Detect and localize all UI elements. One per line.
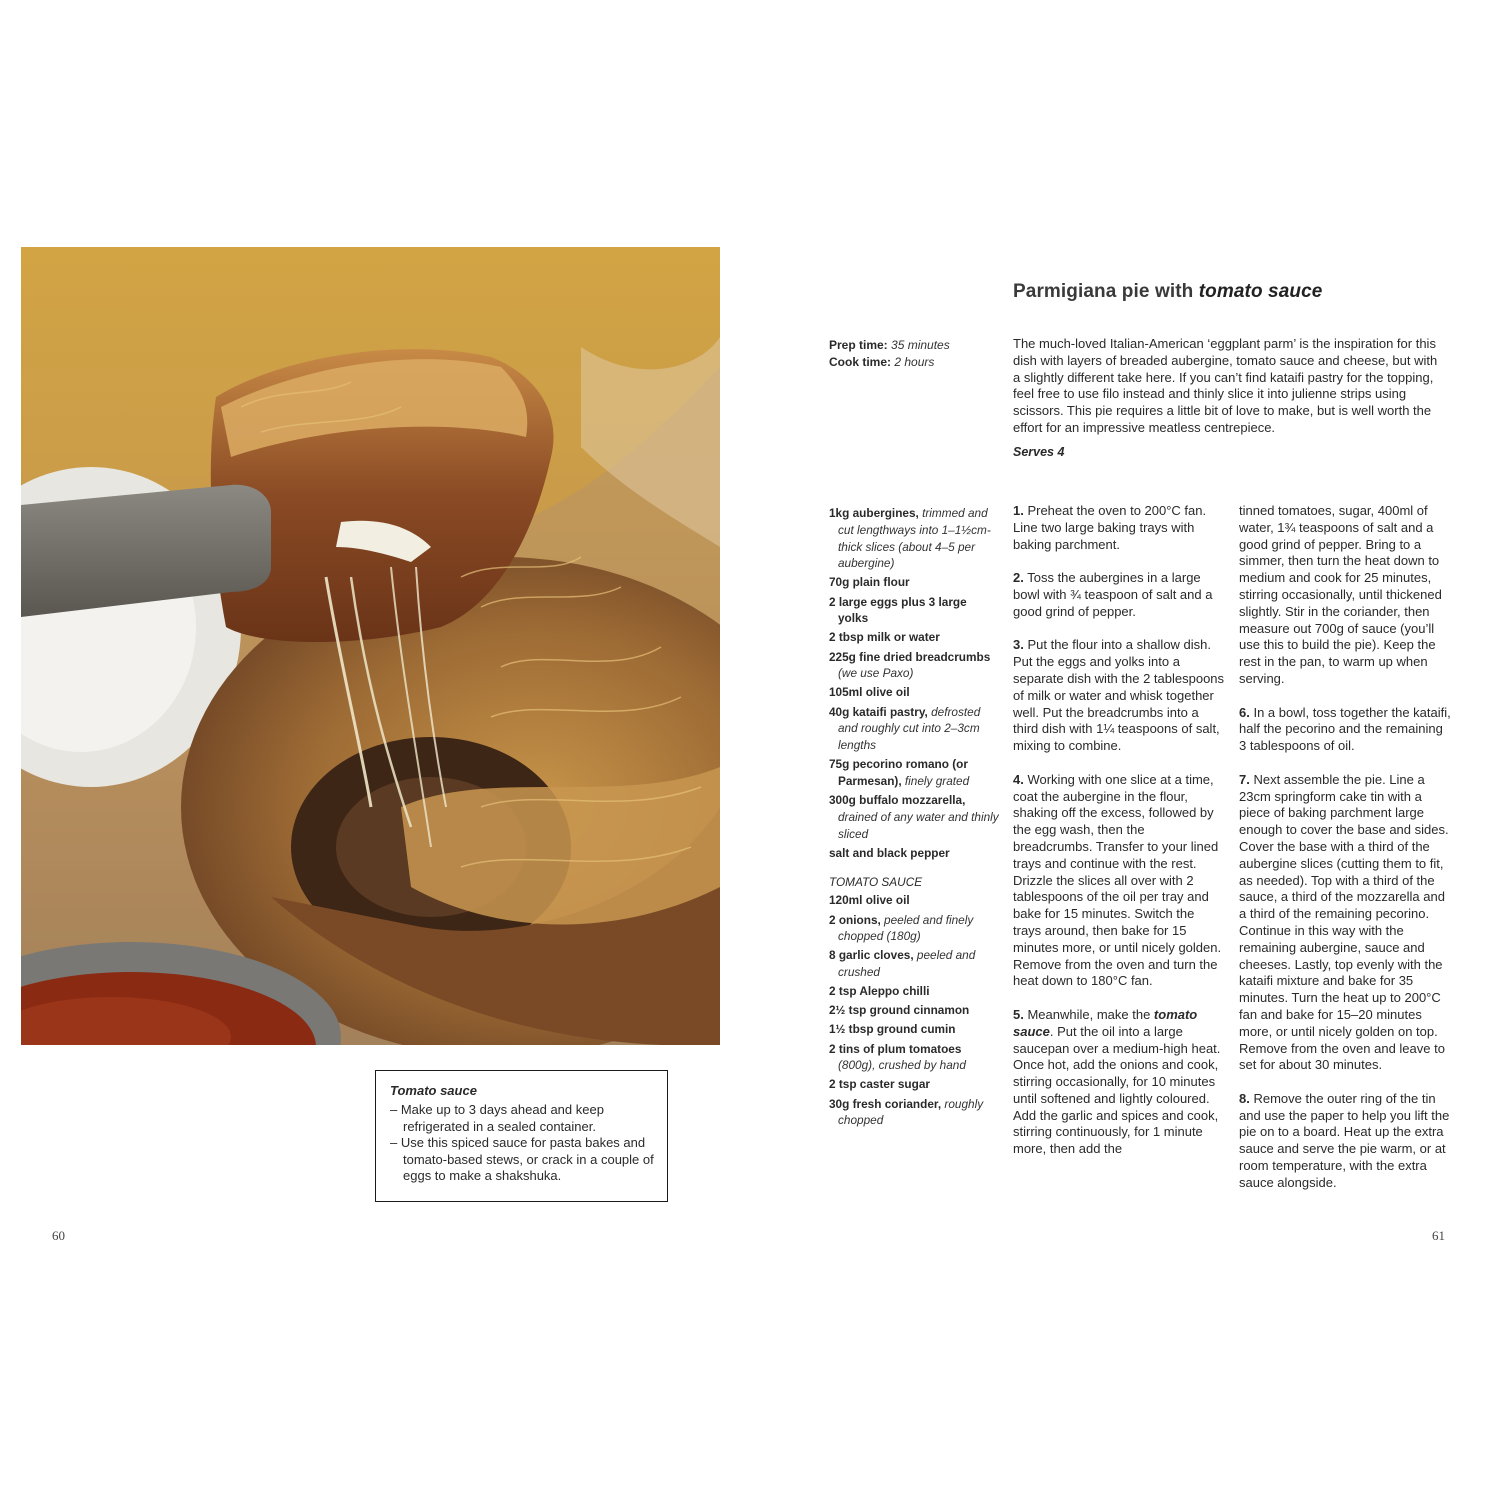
cook-time-label: Cook time: xyxy=(829,355,892,369)
ingredient-item xyxy=(829,505,999,572)
ingredient-item xyxy=(829,792,999,842)
ingredient-name: 1kg aubergines, xyxy=(829,506,919,520)
recipe-title-emphasis: tomato sauce xyxy=(1198,281,1323,302)
step-number: 8. xyxy=(1239,1090,1250,1106)
step-text: Working with one slice at a time, coat the aubergine in the flour, shaking off the excess, followed by the egg wash, then the breadcrumbs. Transfer to your lined trays and continue with the rest. Drizzle the slices all over with 2 tablespoons of the oil per tray and bake for 15 minutes. Switch the trays around, then bake for 15 minutes more, or until nicely golden. Remove from the oven and turn the heat down to 180°C fan. xyxy=(1013,771,1222,989)
step-number: 5. xyxy=(1013,1006,1024,1022)
ingredient-name: 2 tbsp milk or water xyxy=(829,630,940,645)
ingredient-name: 1½ tbsp ground cumin xyxy=(829,1022,956,1037)
ingredient-note: roughly chopped xyxy=(838,1096,984,1128)
method-step xyxy=(1239,772,1451,1074)
ingredient-item xyxy=(829,1096,999,1130)
ingredient-name: 225g fine dried breadcrumbs xyxy=(829,649,991,664)
tip-item: – Make up to 3 days ahead and keep refrigerated in a sealed container. xyxy=(390,1102,667,1135)
step-text: Meanwhile, make the xyxy=(1023,1006,1154,1022)
step-text: Next assemble the pie. Line a 23cm springform cake tin with a piece of baking parchment large enough to cover the base and sides. Cover the base with a third of the aubergine slices (cutting them to fit, as needed). Top with a third of the sauce, a third of the mozzarella and a third of the remaining pecorino. Continue in this way with the remaining aubergine, sauce and cheeses. Lastly, top evenly with the kataifi mixture and bake for 35 minutes. Turn the heat up to 200°C fan and bake for 15–20 minutes more, or until nicely golden on top. Remove from the oven and leave to set for about 30 minutes. xyxy=(1239,771,1449,1073)
tip-box-title: Tomato sauce xyxy=(390,1083,477,1098)
tip-box xyxy=(375,1070,668,1202)
method-column-2 xyxy=(1239,503,1451,1208)
ingredient-item xyxy=(829,684,999,701)
ingredient-item xyxy=(829,947,999,981)
parmigiana-pie-photo xyxy=(21,247,720,1045)
cook-time-value: 2 hours xyxy=(894,355,935,369)
page-number-right: 61 xyxy=(1432,1228,1445,1243)
ingredient-item xyxy=(829,574,999,591)
ingredient-name: 300g buffalo mozzarella, xyxy=(829,793,966,808)
ingredient-name: 105ml olive oil xyxy=(829,685,910,700)
method-step xyxy=(1013,570,1225,620)
ingredient-note: defrosted and roughly cut into 2–3cm lengths xyxy=(838,704,981,753)
ingredient-name: 120ml olive oil xyxy=(829,893,910,908)
recipe-serves: Serves 4 xyxy=(1013,445,1065,459)
recipe-times xyxy=(829,337,950,371)
step-number: 4. xyxy=(1013,771,1024,787)
step-number: 3. xyxy=(1013,637,1024,653)
step-text: tinned tomatoes, sugar, 400ml of water, 1¾ teaspoons of salt and a good grind of pepper. Bring to a simmer, then turn the heat down to medium and cook for 25 minutes, stirring occasionally, until thickened slightly. Stir in the coriander, then measure out 700g of sauce (you’ll use this to build the pie). Keep the rest in the pan, to warm up when serving. xyxy=(1239,503,1442,686)
ingredient-name: 30g fresh coriander, xyxy=(829,1096,942,1111)
ingredient-name: salt and black pepper xyxy=(829,845,950,860)
method-step xyxy=(1013,772,1225,990)
ingredient-item xyxy=(829,983,999,1000)
ingredient-item xyxy=(829,912,999,946)
method-column-1 xyxy=(1013,503,1225,1175)
method-step xyxy=(1239,503,1451,688)
ingredient-item xyxy=(829,1002,999,1019)
sauce-heading: TOMATO SAUCE xyxy=(829,874,923,889)
ingredient-item xyxy=(829,1021,999,1038)
page-number-left: 60 xyxy=(52,1228,65,1243)
prep-time-label: Prep time: xyxy=(829,338,888,352)
step-text: In a bowl, toss together the kataifi, half the pecorino and the remaining 3 tablespoons of oil. xyxy=(1239,704,1451,754)
recipe-intro: The much-loved Italian-American ‘eggplant parm’ is the inspiration for this dish with layers of breaded aubergine, tomato sauce and cheese, but with a slightly different take here. If you can’t find kataifi pastry for the topping, feel free to use filo instead and thinly slice it into julienne strips using scissors. This pie requires a little bit of love to make, but is well worth the effort for an impressive meatless centrepiece. xyxy=(1013,336,1438,435)
ingredient-name: 75g pecorino romano (or Parmesan), xyxy=(829,757,968,789)
step-number: 1. xyxy=(1013,503,1024,518)
step-text: Put the flour into a shallow dish. Put the eggs and yolks into a separate dish with the 2 tablespoons of milk or water and whisk together well. Put the breadcrumbs into a third dish with 1¼ teaspoons of salt, mixing to combine. xyxy=(1013,637,1225,754)
ingredient-name: 40g kataifi pastry, xyxy=(829,704,928,719)
tip-item: – Use this spiced sauce for pasta bakes and tomato-based stews, or crack in a couple of eggs to make a shakshuka. xyxy=(390,1135,667,1185)
ingredient-name: 2 onions, xyxy=(829,912,881,927)
ingredient-name: 70g plain flour xyxy=(829,575,910,590)
recipe-title-main: Parmigiana pie with xyxy=(1013,281,1199,302)
ingredient-item xyxy=(829,1076,999,1093)
method-step xyxy=(1013,637,1225,755)
step-text: Remove the outer ring of the tin and use the paper to help you lift the pie on to a board. Heat up the extra sauce and serve the pie warm, or at room temperature, with the extra sauce alongside. xyxy=(1239,1090,1450,1190)
ingredient-note: peeled and finely chopped (180g) xyxy=(838,912,974,944)
method-step xyxy=(1013,503,1225,553)
ingredient-item xyxy=(829,704,999,754)
cook-time xyxy=(829,354,950,371)
ingredient-name: 2 tins of plum tomatoes xyxy=(829,1041,962,1056)
ingredient-item xyxy=(829,892,999,909)
recipe-title xyxy=(1013,281,1322,303)
ingredients-list xyxy=(829,505,999,1131)
ingredient-name: 2 tsp caster sugar xyxy=(829,1077,930,1092)
ingredient-item xyxy=(829,629,999,646)
method-step xyxy=(1239,1091,1451,1192)
ingredient-note: drained of any water and thinly sliced xyxy=(838,809,999,841)
step-number: 2. xyxy=(1013,570,1024,586)
method-step xyxy=(1239,705,1451,755)
ingredient-item xyxy=(829,756,999,790)
ingredient-note: finely grated xyxy=(901,774,970,789)
prep-time xyxy=(829,337,950,354)
ingredient-note: (we use Paxo) xyxy=(838,666,914,681)
step-text: . Put the oil into a large saucepan over a medium-high heat. Once hot, add the onions and cook, stirring occasionally, for 10 minutes until softened and lightly coloured. Add the garlic and spices and cook, stirring continuously, for 1 minute more, then add the xyxy=(1013,1023,1221,1157)
method-step xyxy=(1013,1007,1225,1158)
ingredient-item xyxy=(829,594,999,628)
step-text: Toss the aubergines in a large bowl with ¾ teaspoon of salt and a good grind of pepper. xyxy=(1013,570,1213,619)
ingredient-name: 8 garlic cloves, xyxy=(829,948,914,963)
ingredient-note: peeled and crushed xyxy=(838,948,976,980)
ingredient-name: 2½ tsp ground cinnamon xyxy=(829,1003,970,1018)
step-number: 7. xyxy=(1239,771,1250,787)
ingredient-item xyxy=(829,845,999,862)
step-number: 6. xyxy=(1239,704,1250,720)
ingredient-note: trimmed and cut lengthways into 1–1½cm-thick slices (about 4–5 per aubergine) xyxy=(838,506,991,571)
ingredient-note: (800g), crushed by hand xyxy=(838,1058,966,1073)
ingredient-item xyxy=(829,1041,999,1075)
step-text: Preheat the oven to 200°C fan. Line two large baking trays with baking parchment. xyxy=(1013,503,1207,552)
ingredient-item xyxy=(829,649,999,683)
ingredient-name: 2 large eggs plus 3 large yolks xyxy=(829,594,967,626)
step-emphasis: tomato sauce xyxy=(1013,1006,1198,1039)
prep-time-value: 35 minutes xyxy=(891,338,950,352)
ingredient-name: 2 tsp Aleppo chilli xyxy=(829,984,930,999)
